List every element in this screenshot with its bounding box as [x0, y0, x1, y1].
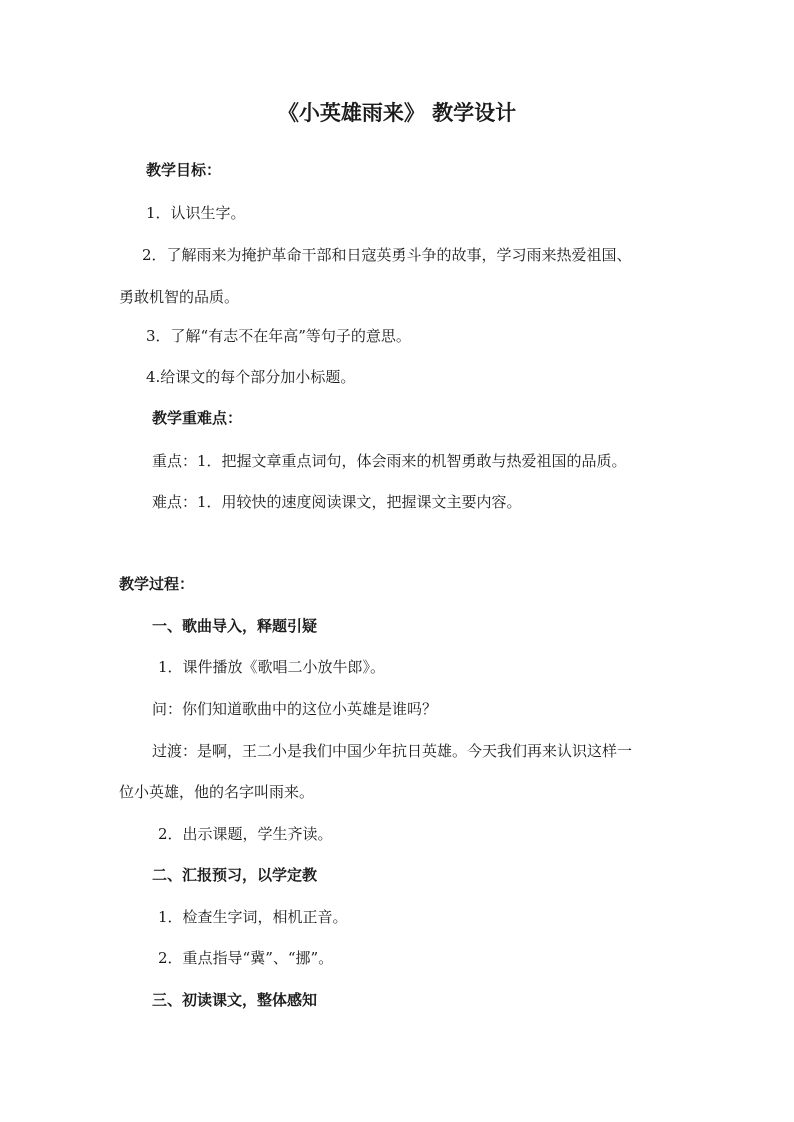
objective-item-4: 4.给课文的每个部分加小标题。 — [146, 368, 356, 386]
document-title: 《小英雄雨来》 教学设计 — [277, 101, 517, 125]
section1-line-3: 过渡：是啊，王二小是我们中国少年抗日英雄。今天我们再来认识这样一 — [152, 742, 633, 760]
key-points-heading: 教学重难点： — [152, 409, 243, 427]
section3-heading: 三、初读课文，整体感知 — [152, 991, 318, 1009]
section1-line-4: 位小英雄，他的名字叫雨来。 — [119, 783, 315, 801]
section2-line-2: 2．重点指导“冀”、“挪”。 — [158, 949, 334, 967]
section2-heading: 二、汇报预习，以学定教 — [152, 866, 318, 884]
objective-item-2-continued: 勇敢机智的品质。 — [119, 288, 240, 306]
section1-line-2: 问：你们知道歌曲中的这位小英雄是谁吗？ — [152, 700, 438, 718]
section1-line-5: 2．出示课题，学生齐读。 — [158, 825, 333, 843]
objective-item-3: 3．了解“有志不在年高”等句子的意思。 — [146, 327, 411, 345]
key-point-difficulty: 难点：1．用较快的速度阅读课文，把握课文主要内容。 — [152, 493, 522, 511]
section1-heading: 一、歌曲导入，释题引疑 — [152, 617, 318, 635]
objective-item-2: 2．了解雨来为掩护革命干部和日寇英勇斗争的故事，学习雨来热爱祖国、 — [142, 246, 632, 264]
section1-line-1: 1．课件播放《歌唱二小放牛郎》。 — [158, 658, 386, 676]
key-point-focus: 重点：1．把握文章重点词句，体会雨来的机智勇敢与热爱祖国的品质。 — [152, 452, 627, 470]
process-heading: 教学过程： — [119, 575, 195, 593]
objective-item-1: 1．认识生字。 — [146, 204, 246, 222]
section2-line-1: 1．检查生字词，相机正音。 — [158, 908, 348, 926]
objectives-heading: 教学目标： — [146, 161, 222, 179]
